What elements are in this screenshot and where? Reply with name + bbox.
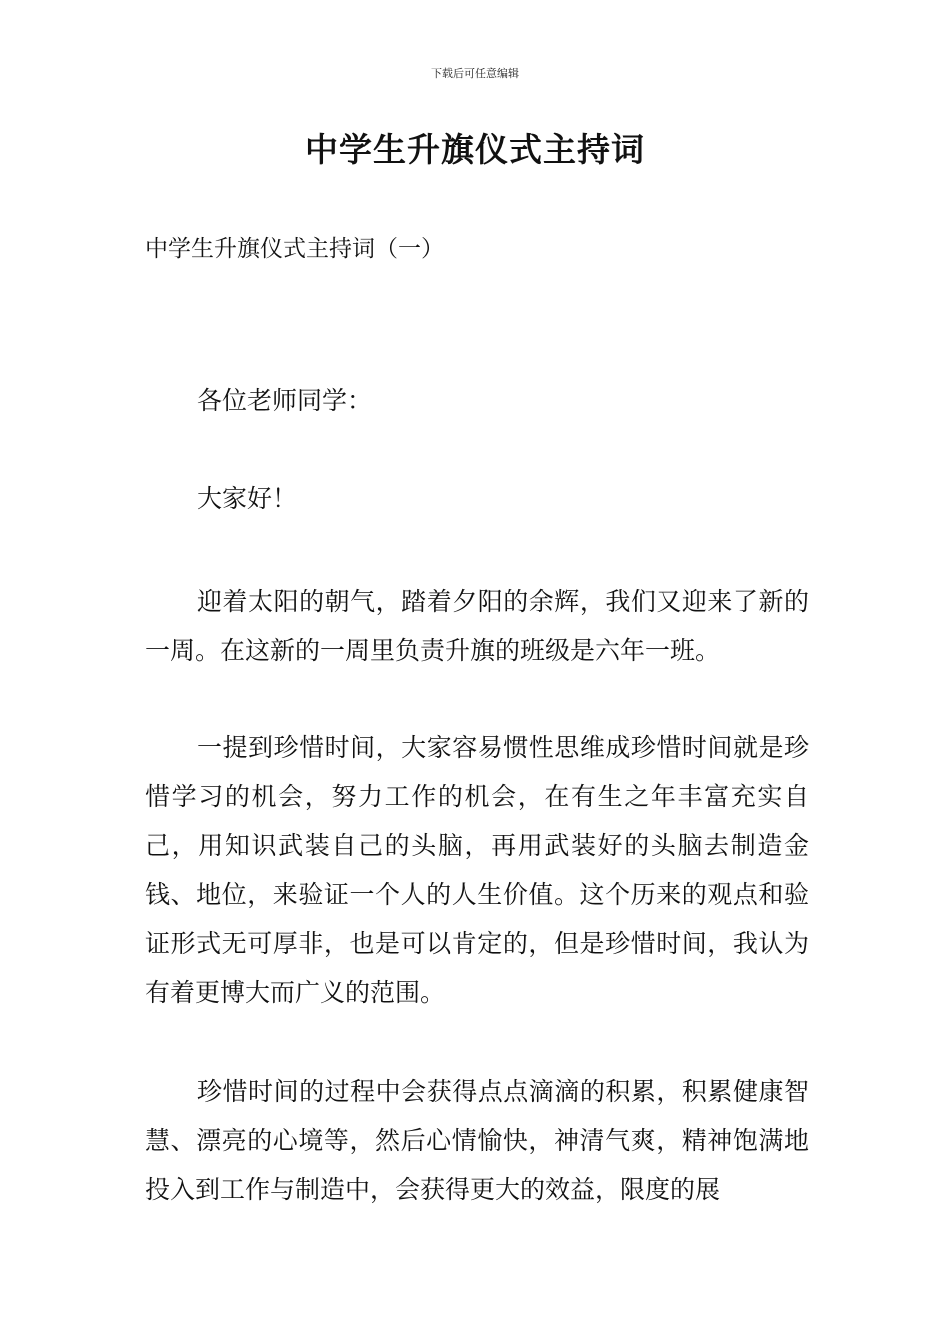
section-title: 中学生升旗仪式主持词（一） <box>145 236 444 262</box>
body-paragraph-3: 珍惜时间的过程中会获得点点滴滴的积累，积累健康智慧、漂亮的心境等，然后心情愉快，神清气爽，精神饱满地投入到工作与制造中，会获得更大的效益，限度的展 <box>145 1077 809 1204</box>
page-header-note: 下载后可任意编辑 <box>431 67 519 80</box>
document-title: 中学生升旗仪式主持词 <box>305 130 645 169</box>
greeting-paragraph: 大家好！ <box>197 484 298 513</box>
body-paragraph-2: 一提到珍惜时间，大家容易惯性思维成珍惜时间就是珍惜学习的机会，努力工作的机会，在有生之年丰富充实自己，用知识武装自己的头脑，再用武装好的头脑去制造金钱、地位，来验证一个人的人生价值。这个历来的观点和验证形式无可厚非，也是可以肯定的，但是珍惜时间，我认为有着更博大而广义的范围。 <box>145 733 809 1007</box>
salutation-paragraph: 各位老师同学： <box>197 386 373 415</box>
body-paragraph-1: 迎着太阳的朝气，踏着夕阳的余辉，我们又迎来了新的一周。在这新的一周里负责升旗的班级是六年一班。 <box>145 587 809 665</box>
